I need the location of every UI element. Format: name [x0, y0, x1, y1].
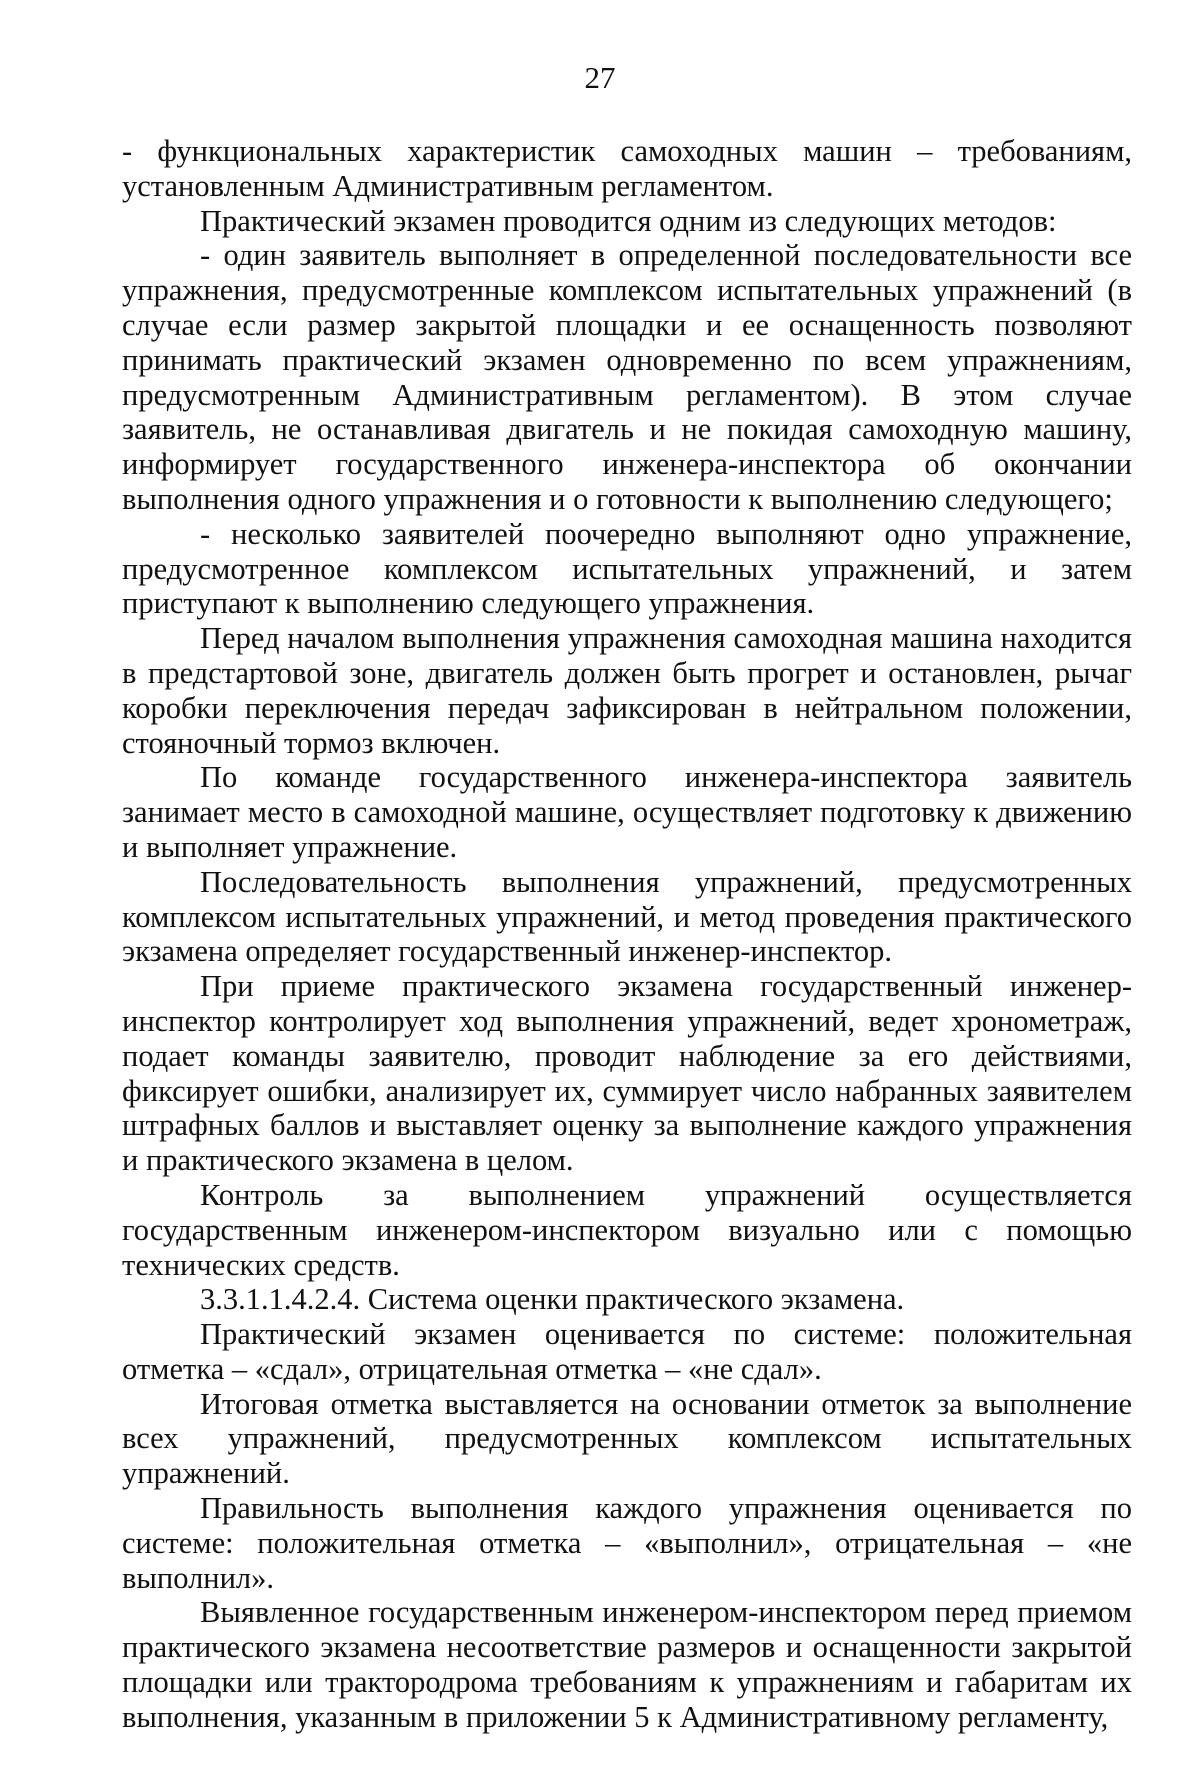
page-number: 27	[584, 60, 616, 95]
section-heading-evaluation-system: 3.3.1.1.4.2.4. Система оценки практического экзамена.	[200, 1282, 905, 1317]
list-item-single-applicant: - один заявитель выполняет в определенной последовательности все упражнения, предусмотренные комплексом испытательных упражнений (в случае если размер закрытой площадки и ее оснащенность позволяют принимать практический экзамен одновременно по всем упражнениям, предусмотренным Административным регламентом). В этом случае заявитель, не останавливая двигатель и не покидая самоходную машину, информирует государственного инженера-инспектора об окончании выполнения одного упражнения и о готовности к выполнению следующего;	[122, 238, 1132, 516]
paragraph-final-mark: Итоговая отметка выставляется на основании отметок за выполнение всех упражнений, предусмотренных комплексом испытательных упражнений.	[122, 1386, 1132, 1491]
paragraph-inspector-duties: При приеме практического экзамена государственный инженер-инспектор контролирует ход выполнения упражнений, ведет хронометраж, подает команды заявителю, проводит наблюдение за его действиями, фиксирует ошибки, анализирует их, суммирует число набранных заявителем штрафных баллов и выставляет оценку за выполнение каждого упражнения и практического экзамена в целом.	[122, 969, 1132, 1178]
list-item-several-applicants: - несколько заявителей поочередно выполняют одно упражнение, предусмотренное комплексом испытательных упражнений, и затем приступают к выполнению следующего упражнения.	[122, 516, 1132, 621]
paragraph-control: Контроль за выполнением упражнений осуществляется государственным инженером-инспектором визуально или с помощью технических средств.	[122, 1177, 1132, 1282]
paragraph-exam-methods-intro: Практический экзамен проводится одним из следующих методов:	[200, 203, 1057, 238]
paragraph-functional-characteristics: - функциональных характеристик самоходных машин – требованиям, установленным Административным регламентом.	[122, 134, 1132, 203]
paragraph-passed-failed: Практический экзамен оценивается по системе: положительная отметка – «сдал», отрицательная отметка – «не сдал».	[122, 1317, 1132, 1386]
paragraph-site-mismatch: Выявленное государственным инженером-инспектором перед приемом практического экзамена несоответствие размеров и оснащенности закрытой площадки или трактородрома требованиям к упражнениям и габаритам их выполнения, указанным в приложении 5 к Административному регламенту,	[122, 1595, 1132, 1734]
paragraph-exercise-correctness: Правильность выполнения каждого упражнения оценивается по системе: положительная отметка – «выполнил», отрицательная – «не выполнил».	[122, 1491, 1132, 1595]
paragraph-before-exercise: Перед началом выполнения упражнения самоходная машина находится в предстартовой зоне, двигатель должен быть прогрет и остановлен, рычаг коробки переключения передач зафиксирован в нейтральном положении, стояночный тормоз включен.	[122, 621, 1132, 760]
paragraph-inspector-command: По команде государственного инженера-инспектора заявитель занимает место в самоходной машине, осуществляет подготовку к движению и выполняет упражнение.	[122, 760, 1132, 864]
paragraph-exercise-sequence: Последовательность выполнения упражнений, предусмотренных комплексом испытательных упражнений, и метод проведения практического экзамена определяет государственный инженер-инспектор.	[122, 864, 1132, 969]
document-body	[122, 134, 1132, 1735]
